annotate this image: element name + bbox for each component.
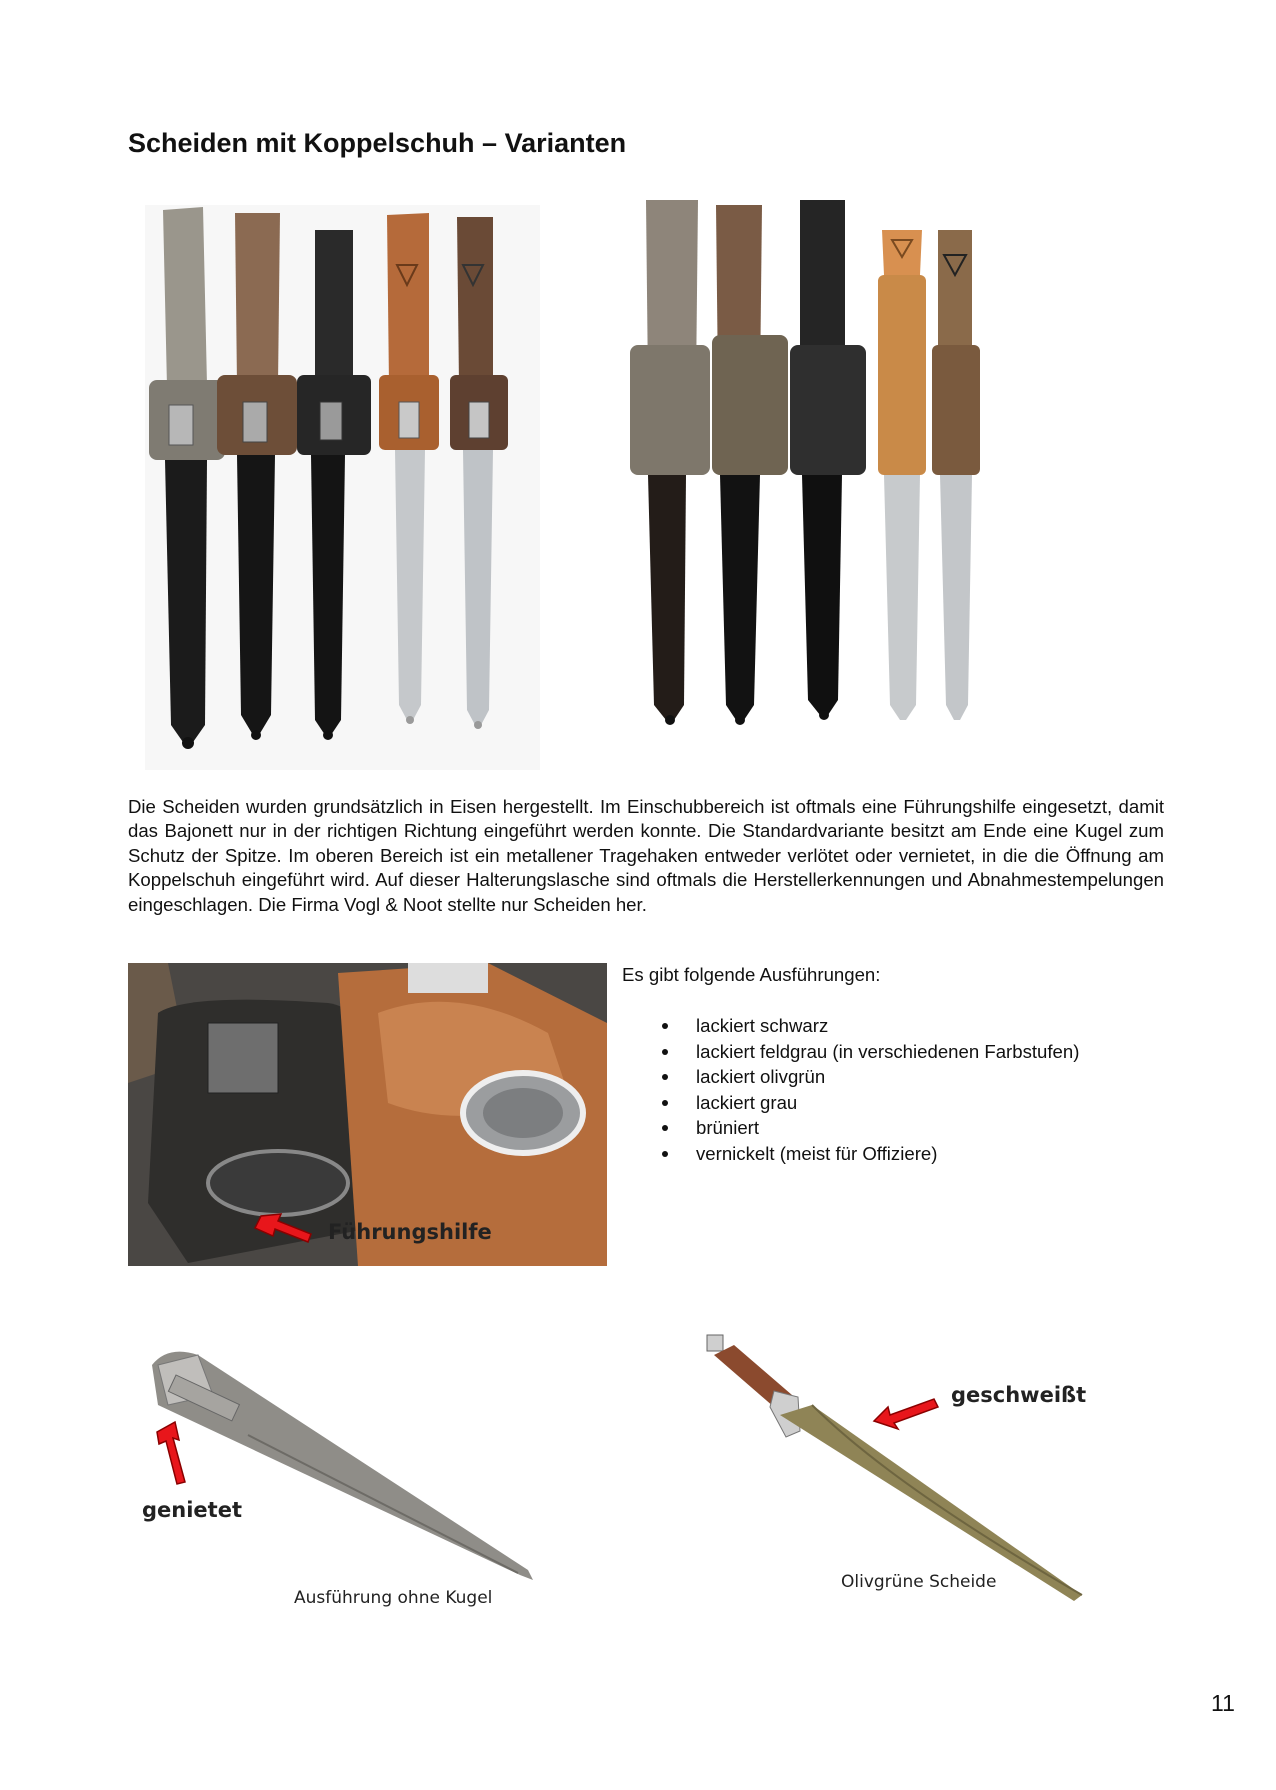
bullet-icon [662,1100,668,1106]
list-item: brüniert [662,1115,1079,1141]
list-item: lackiert feldgrau (in verschiedenen Farbstufen) [662,1039,1079,1065]
list-item: vernickelt (meist für Offiziere) [662,1141,1079,1167]
scabbard-10 [932,230,980,720]
page-title: Scheiden mit Koppelschuh – Varianten [128,128,627,158]
guide-closeup-photo [128,963,607,1266]
welded-label: geschweißt [951,1383,1087,1407]
scabbard-9 [878,230,926,720]
intro-paragraph: Die Scheiden wurden grundsätzlich in Eisen hergestellt. Im Einschubbereich ist oftmals eine Führungshilfe eingesetzt, damit das Bajonett nur in der richtigen Richtung eingeführt werden konnte. Die Standardvariante besitzt am Ende eine Kugel zum Schutz der Spitze. Im oberen Bereich ist ein metallener Tragehaken entweder verlötet oder vernietet, in die die Öffnung am Koppelschuh eingeführt wird. Auf dieser Halterungslasche sind oftmals die Herstellerkennungen und Abnahmestempelungen eingeschlagen. Die Firma Vogl & Noot stellte nur Scheiden her. [128,796,1164,915]
list-item: lackiert schwarz [662,1013,1079,1039]
bullet-icon [662,1023,668,1029]
variants-list [662,1013,1079,1166]
list-item: lackiert olivgrün [662,1064,1079,1090]
variants-intro: Es gibt folgende Ausführungen: [622,964,881,985]
scabbards-right-illustration [620,195,1000,735]
welded-caption: Olivgrüne Scheide [841,1572,997,1592]
page-number: 11 [1211,1690,1235,1716]
riveted-label: genietet [142,1498,242,1522]
bullet-icon [662,1049,668,1055]
guide-label: Führungshilfe [328,1220,492,1244]
scabbards-left-illustration [145,205,540,770]
bullet-icon [662,1074,668,1080]
riveted-caption: Ausführung ohne Kugel [294,1588,493,1608]
scabbards-photo-right [620,195,1000,735]
scabbards-photo-left [145,205,540,770]
riveted-arrow-icon [153,1420,193,1490]
welded-arrow-icon [872,1393,942,1433]
scabbard-6 [630,200,710,725]
bullet-icon [662,1125,668,1131]
welded-scabbard-photo [662,1325,1102,1620]
bullet-icon [662,1151,668,1157]
scabbard-8 [790,200,866,720]
guide-arrow-icon [253,1206,313,1251]
riveted-scabbard-photo [128,1335,548,1615]
list-item: lackiert grau [662,1090,1079,1116]
scabbard-7 [712,205,788,725]
